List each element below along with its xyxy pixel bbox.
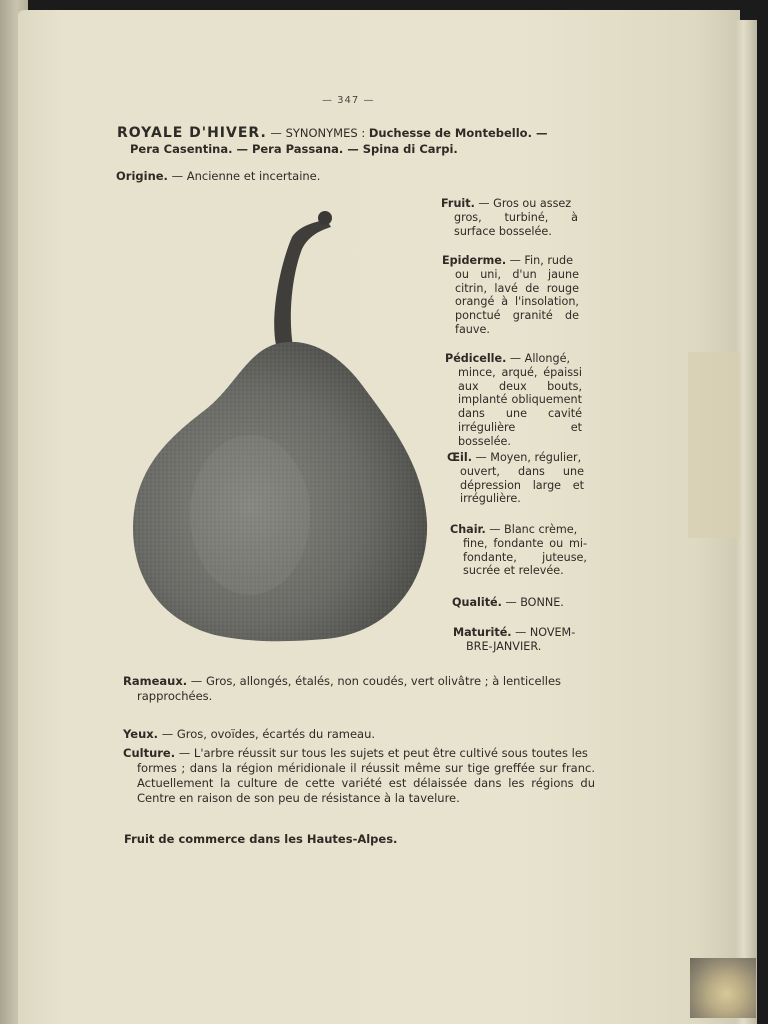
desc-label: Pédicelle. <box>445 352 507 365</box>
desc-first: — BONNE. <box>505 596 564 609</box>
desc-rest: gros, turbiné, à surface bosselée. <box>454 210 578 238</box>
synonyms-label: — SYNONYMES : <box>270 126 366 140</box>
pear-stem <box>274 219 331 347</box>
desc-fruit <box>441 197 578 238</box>
desc-epiderme <box>442 254 579 337</box>
desc-rest: ouvert, dans une dépression large et irrégulière. <box>460 464 584 506</box>
desc-qualite <box>452 596 589 610</box>
culture-rest: formes ; dans la région méridionale il réussit même sur tige greffée sur franc. Actuellement la culture de cette variété est délaissée dans les régions du Centre en raison de son peu de résistance à la tavelure. <box>137 761 595 805</box>
desc-rest: BRE-JANVIER. <box>466 639 542 653</box>
desc-label: Maturité. <box>453 626 512 639</box>
culture-paragraph <box>123 746 595 806</box>
desc-label: Qualité. <box>452 596 502 609</box>
origine-line <box>116 169 320 184</box>
desc-label: Chair. <box>450 523 486 536</box>
synonyms-line-2: Pera Casentina. — Pera Passana. — Spina di Carpi. <box>130 142 458 156</box>
desc-chair <box>450 523 587 578</box>
desc-first: — Moyen, régulier, <box>475 451 582 464</box>
yeux-label: Yeux. <box>123 727 159 741</box>
desc-rest: mince, arqué, épaissi aux deux bouts, implanté obliquement dans une cavité irrégulière et bosselée. <box>458 365 582 448</box>
page-number: — 347 — <box>322 95 375 106</box>
desc-first: — NOVEM- <box>515 626 576 639</box>
desc-label: Epiderme. <box>442 254 507 267</box>
commerce-note: Fruit de commerce dans les Hautes-Alpes. <box>124 832 398 846</box>
rameaux-label: Rameaux. <box>123 674 188 688</box>
variety-title: ROYALE D'HIVER. <box>117 125 267 141</box>
desc-pedicelle <box>445 352 582 449</box>
origine-text: — Ancienne et incertaine. <box>171 169 321 183</box>
culture-first: — L'arbre réussit sur tous les sujets et peut être cultivé sous toutes les <box>178 746 588 760</box>
desc-label: Œil. <box>447 451 472 464</box>
desc-oeil <box>447 451 584 506</box>
page-tab-strip <box>688 352 740 538</box>
corner-thumbnail <box>690 958 756 1018</box>
desc-first: — Blanc crème, <box>489 523 578 536</box>
desc-label: Fruit. <box>441 197 475 210</box>
desc-rest: ou uni, d'un jaune citrin, lavé de rouge orangé à l'insolation, ponctué granité de fauve. <box>455 267 579 336</box>
yeux-text: — Gros, ovoïdes, écartés du rameau. <box>161 727 376 741</box>
variety-heading <box>117 125 597 157</box>
rameaux-rest: rapprochées. <box>137 689 213 703</box>
desc-first: — Allongé, <box>509 352 571 365</box>
rameaux-first: — Gros, allongés, étalés, non coudés, vert olivâtre ; à lenticelles <box>190 674 562 688</box>
desc-first: — Fin, rude <box>509 254 574 267</box>
desc-first: — Gros ou assez <box>478 197 572 210</box>
rameaux-paragraph <box>123 674 595 704</box>
pear-illustration <box>130 205 430 645</box>
desc-rest: fine, fondante ou mi-fondante, juteuse, sucrée et relevée. <box>463 536 587 578</box>
yeux-line <box>123 727 375 742</box>
culture-label: Culture. <box>123 746 176 760</box>
desc-maturite <box>453 626 590 654</box>
synonyms-line-1: Duchesse de Montebello. — <box>368 126 548 140</box>
origine-label: Origine. <box>116 169 168 183</box>
